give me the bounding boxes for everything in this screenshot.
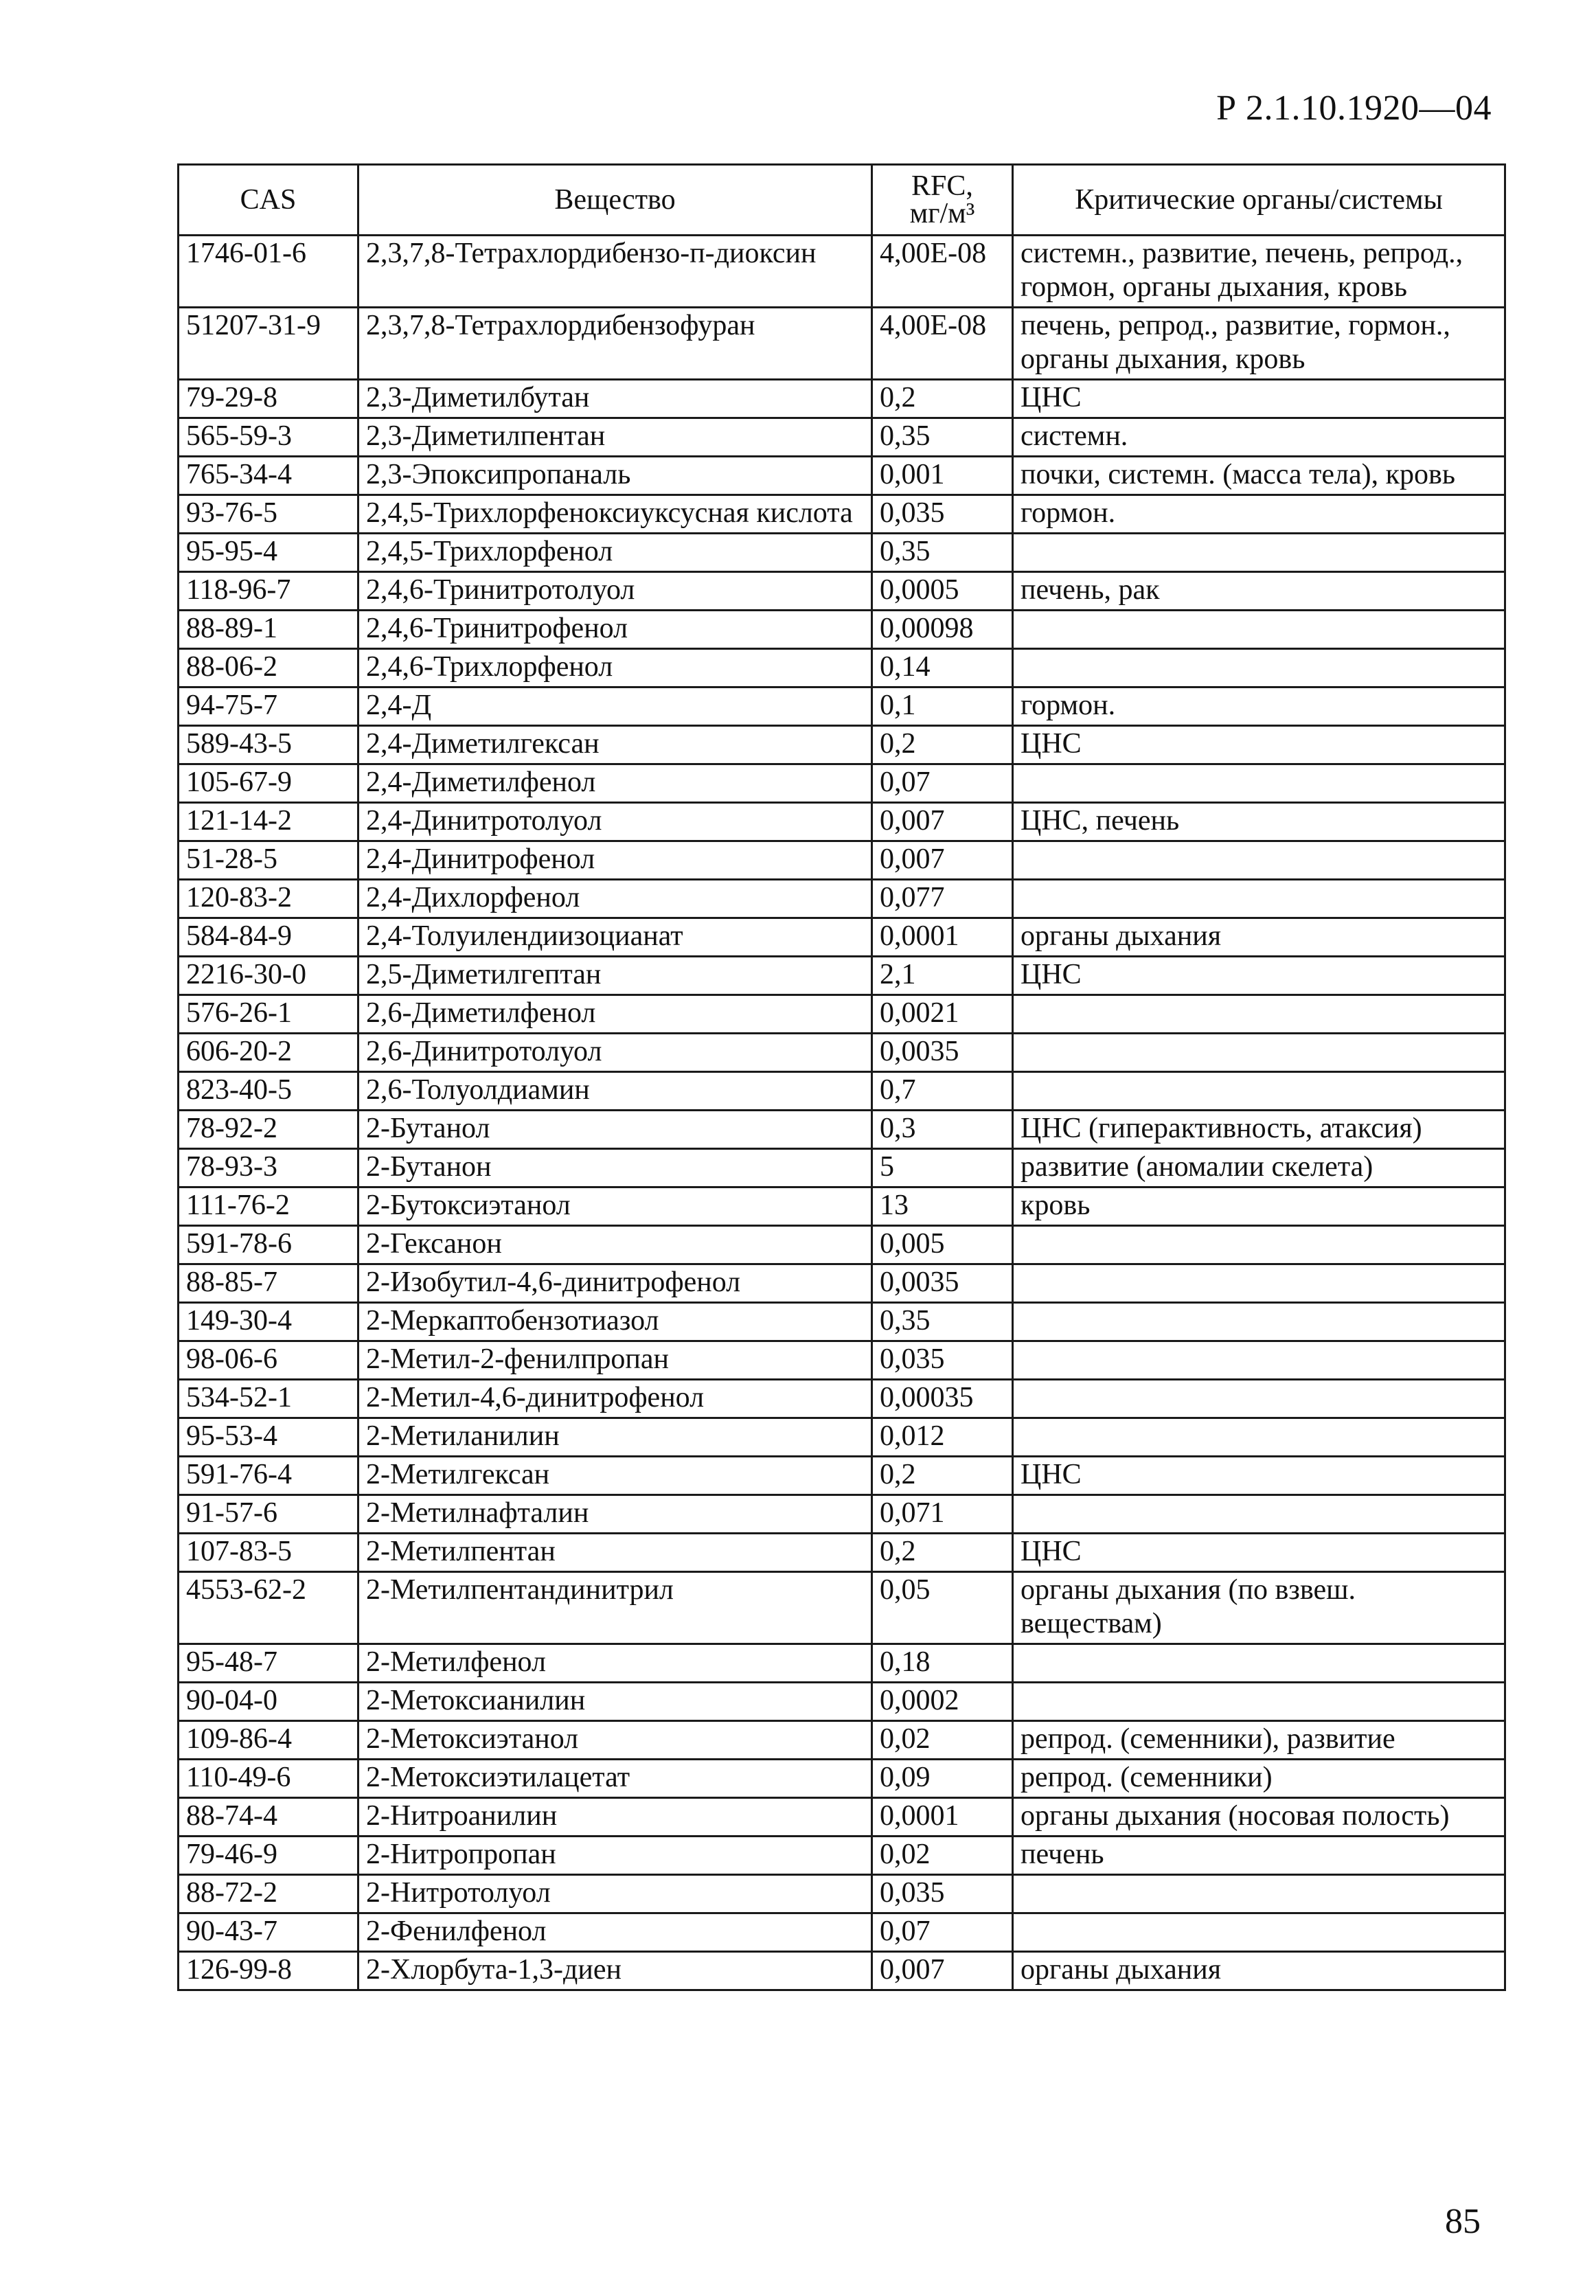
table-row	[179, 236, 1505, 308]
cell-substance: 2-Бутоксиэтанол	[358, 1187, 872, 1226]
cell-substance: 2,4-Динитрофенол	[358, 841, 872, 880]
cell-cas: 606-20-2	[179, 1034, 358, 1072]
cell-cas: 88-06-2	[179, 649, 358, 687]
cell-organs	[1013, 649, 1505, 687]
cell-rfc: 0,05	[872, 1572, 1013, 1644]
cell-organs	[1013, 880, 1505, 918]
cell-cas: 118-96-7	[179, 572, 358, 611]
cell-substance: 2,4-Д	[358, 687, 872, 726]
cell-rfc: 0,09	[872, 1760, 1013, 1798]
cell-substance: 2,6-Диметилфенол	[358, 995, 872, 1034]
cell-substance: 2,6-Толуолдиамин	[358, 1072, 872, 1111]
table-row	[179, 880, 1505, 918]
cell-substance: 2-Фенилфенол	[358, 1913, 872, 1952]
cell-substance: 2-Хлорбута-1,3-диен	[358, 1952, 872, 1990]
header-rfc	[872, 165, 1013, 236]
cell-cas: 111-76-2	[179, 1187, 358, 1226]
cell-rfc: 2,1	[872, 957, 1013, 995]
cell-organs	[1013, 764, 1505, 803]
cell-substance: 2-Нитроанилин	[358, 1798, 872, 1837]
cell-cas: 149-30-4	[179, 1303, 358, 1341]
cell-cas: 565-59-3	[179, 418, 358, 457]
cell-substance: 2,3,7,8-Тетрахлордибензо-п-диоксин	[358, 236, 872, 308]
cell-rfc: 0,02	[872, 1721, 1013, 1760]
cell-organs	[1013, 1034, 1505, 1072]
table-row	[179, 418, 1505, 457]
table-row	[179, 534, 1505, 572]
table-row	[179, 1534, 1505, 1572]
cell-organs: ЦНС (гиперактивность, атаксия)	[1013, 1111, 1505, 1149]
cell-substance: 2-Метил-2-фенилпропан	[358, 1341, 872, 1380]
cell-substance: 2,3-Диметилбутан	[358, 380, 872, 418]
cell-substance: 2-Изобутил-4,6-динитрофенол	[358, 1264, 872, 1303]
table-row	[179, 995, 1505, 1034]
cell-rfc: 0,07	[872, 1913, 1013, 1952]
cell-organs: органы дыхания (носовая полость)	[1013, 1798, 1505, 1837]
cell-cas: 121-14-2	[179, 803, 358, 841]
cell-rfc: 0,7	[872, 1072, 1013, 1111]
table-row	[179, 495, 1505, 534]
table-row	[179, 1721, 1505, 1760]
cell-cas: 98-06-6	[179, 1341, 358, 1380]
cell-cas: 78-92-2	[179, 1111, 358, 1149]
cell-cas: 105-67-9	[179, 764, 358, 803]
cell-cas: 584-84-9	[179, 918, 358, 957]
cell-rfc: 0,14	[872, 649, 1013, 687]
table-row	[179, 308, 1505, 380]
cell-cas: 95-95-4	[179, 534, 358, 572]
cell-cas: 78-93-3	[179, 1149, 358, 1187]
cell-organs: ЦНС, печень	[1013, 803, 1505, 841]
table-row	[179, 649, 1505, 687]
cell-substance: 2-Метилнафталин	[358, 1495, 872, 1534]
table-row	[179, 1111, 1505, 1149]
cell-rfc: 0,035	[872, 1875, 1013, 1913]
cell-cas: 1746-01-6	[179, 236, 358, 308]
table-row	[179, 841, 1505, 880]
cell-rfc: 0,2	[872, 726, 1013, 764]
cell-organs: системн., развитие, печень, репрод., гормон, органы дыхания, кровь	[1013, 236, 1505, 308]
cell-organs: репрод. (семенники), развитие	[1013, 1721, 1505, 1760]
cell-organs: органы дыхания	[1013, 1952, 1505, 1990]
table-row	[179, 1760, 1505, 1798]
table-row	[179, 1798, 1505, 1837]
cell-rfc: 0,2	[872, 1457, 1013, 1495]
cell-substance: 2-Нитротолуол	[358, 1875, 872, 1913]
cell-organs	[1013, 841, 1505, 880]
cell-rfc: 0,007	[872, 841, 1013, 880]
cell-rfc: 4,00E-08	[872, 236, 1013, 308]
cell-organs: системн.	[1013, 418, 1505, 457]
cell-organs: ЦНС	[1013, 957, 1505, 995]
cell-rfc: 0,0001	[872, 1798, 1013, 1837]
cell-organs	[1013, 1495, 1505, 1534]
table-row	[179, 611, 1505, 649]
cell-cas: 589-43-5	[179, 726, 358, 764]
cell-substance: 2-Меркаптобензотиазол	[358, 1303, 872, 1341]
cell-cas: 591-76-4	[179, 1457, 358, 1495]
cell-rfc: 0,0035	[872, 1264, 1013, 1303]
cell-substance: 2-Метилпентан	[358, 1534, 872, 1572]
cell-cas: 91-57-6	[179, 1495, 358, 1534]
table-row	[179, 1226, 1505, 1264]
cell-cas: 79-29-8	[179, 380, 358, 418]
cell-rfc: 0,035	[872, 495, 1013, 534]
cell-organs	[1013, 995, 1505, 1034]
cell-substance: 2,4-Дихлорфенол	[358, 880, 872, 918]
table-row	[179, 1913, 1505, 1952]
cell-rfc: 0,2	[872, 1534, 1013, 1572]
header-cas: CAS	[179, 165, 358, 236]
cell-organs: печень, рак	[1013, 572, 1505, 611]
document-code: Р 2.1.10.1920—04	[1216, 89, 1492, 128]
cell-cas: 95-53-4	[179, 1418, 358, 1457]
cell-organs: печень	[1013, 1837, 1505, 1875]
table-row	[179, 1418, 1505, 1457]
cell-rfc: 13	[872, 1187, 1013, 1226]
cell-rfc: 0,005	[872, 1226, 1013, 1264]
table-row	[179, 1457, 1505, 1495]
table-row	[179, 1034, 1505, 1072]
cell-organs: печень, репрод., развитие, гормон., органы дыхания, кровь	[1013, 308, 1505, 380]
cell-rfc: 0,071	[872, 1495, 1013, 1534]
cell-substance: 2,4-Диметилфенол	[358, 764, 872, 803]
cell-organs	[1013, 1418, 1505, 1457]
cell-organs: ЦНС	[1013, 1534, 1505, 1572]
table-row	[179, 1187, 1505, 1226]
cell-cas: 95-48-7	[179, 1644, 358, 1683]
cell-substance: 2-Гексанон	[358, 1226, 872, 1264]
cell-substance: 2-Метоксиэтилацетат	[358, 1760, 872, 1798]
table-row	[179, 726, 1505, 764]
cell-rfc: 0,07	[872, 764, 1013, 803]
cell-cas: 88-85-7	[179, 1264, 358, 1303]
cell-cas: 88-74-4	[179, 1798, 358, 1837]
cell-substance: 2,3-Диметилпентан	[358, 418, 872, 457]
cell-cas: 93-76-5	[179, 495, 358, 534]
table-row	[179, 957, 1505, 995]
cell-organs	[1013, 534, 1505, 572]
cell-organs: гормон.	[1013, 687, 1505, 726]
table-row	[179, 1952, 1505, 1990]
cell-cas: 823-40-5	[179, 1072, 358, 1111]
cell-organs: развитие (аномалии скелета)	[1013, 1149, 1505, 1187]
page-number: 85	[1445, 2202, 1481, 2241]
cell-organs	[1013, 1875, 1505, 1913]
cell-substance: 2,5-Диметилгептан	[358, 957, 872, 995]
cell-rfc: 0,2	[872, 380, 1013, 418]
table-row	[179, 1644, 1505, 1683]
cell-rfc: 0,1	[872, 687, 1013, 726]
cell-substance: 2,3,7,8-Тетрахлордибензофуран	[358, 308, 872, 380]
header-substance: Вещество	[358, 165, 872, 236]
table-row	[179, 1495, 1505, 1534]
cell-rfc: 5	[872, 1149, 1013, 1187]
cell-rfc: 0,007	[872, 803, 1013, 841]
cell-rfc: 0,3	[872, 1111, 1013, 1149]
cell-substance: 2,4-Толуилендиизоцианат	[358, 918, 872, 957]
cell-organs	[1013, 1303, 1505, 1341]
cell-organs	[1013, 1644, 1505, 1683]
cell-substance: 2-Бутанол	[358, 1111, 872, 1149]
cell-organs	[1013, 1264, 1505, 1303]
cell-substance: 2,6-Динитротолуол	[358, 1034, 872, 1072]
cell-rfc: 0,035	[872, 1341, 1013, 1380]
table-row	[179, 1380, 1505, 1418]
cell-rfc: 0,02	[872, 1837, 1013, 1875]
cell-organs: репрод. (семенники)	[1013, 1760, 1505, 1798]
table-row	[179, 687, 1505, 726]
table-header	[179, 165, 1505, 236]
cell-rfc: 0,007	[872, 1952, 1013, 1990]
cell-rfc: 0,35	[872, 534, 1013, 572]
cell-cas: 94-75-7	[179, 687, 358, 726]
cell-organs: почки, системн. (масса тела), кровь	[1013, 457, 1505, 495]
cell-substance: 2-Метилфенол	[358, 1644, 872, 1683]
cell-cas: 51-28-5	[179, 841, 358, 880]
cell-organs: гормон.	[1013, 495, 1505, 534]
cell-cas: 109-86-4	[179, 1721, 358, 1760]
cell-substance: 2,4,6-Тринитрофенол	[358, 611, 872, 649]
table-row	[179, 1572, 1505, 1644]
table-body	[179, 236, 1505, 1990]
cell-organs	[1013, 611, 1505, 649]
cell-rfc: 0,001	[872, 457, 1013, 495]
cell-organs	[1013, 1913, 1505, 1952]
cell-organs: ЦНС	[1013, 1457, 1505, 1495]
cell-cas: 765-34-4	[179, 457, 358, 495]
cell-substance: 2-Метоксиэтанол	[358, 1721, 872, 1760]
cell-organs	[1013, 1380, 1505, 1418]
cell-organs: ЦНС	[1013, 726, 1505, 764]
cell-substance: 2-Метилгексан	[358, 1457, 872, 1495]
table-row	[179, 1837, 1505, 1875]
cell-rfc: 0,0005	[872, 572, 1013, 611]
cell-rfc: 0,0001	[872, 918, 1013, 957]
cell-substance: 2-Нитропропан	[358, 1837, 872, 1875]
cell-rfc: 0,00098	[872, 611, 1013, 649]
cell-organs	[1013, 1683, 1505, 1721]
table-row	[179, 1072, 1505, 1111]
cell-organs	[1013, 1341, 1505, 1380]
cell-cas: 4553-62-2	[179, 1572, 358, 1644]
cell-substance: 2,3-Эпоксипропаналь	[358, 457, 872, 495]
cell-rfc: 0,18	[872, 1644, 1013, 1683]
cell-substance: 2-Метил-4,6-динитрофенол	[358, 1380, 872, 1418]
cell-substance: 2,4,6-Трихлорфенол	[358, 649, 872, 687]
table-row	[179, 572, 1505, 611]
table-row	[179, 457, 1505, 495]
cell-cas: 107-83-5	[179, 1534, 358, 1572]
cell-rfc: 0,0035	[872, 1034, 1013, 1072]
cell-substance: 2,4,5-Трихлорфенол	[358, 534, 872, 572]
table-row	[179, 764, 1505, 803]
cell-substance: 2-Бутанон	[358, 1149, 872, 1187]
cell-organs	[1013, 1226, 1505, 1264]
cell-rfc: 0,35	[872, 418, 1013, 457]
cell-organs: кровь	[1013, 1187, 1505, 1226]
cell-cas: 591-78-6	[179, 1226, 358, 1264]
table-row	[179, 380, 1505, 418]
cell-substance: 2-Метоксианилин	[358, 1683, 872, 1721]
cell-rfc: 4,00E-08	[872, 308, 1013, 380]
header-organs: Критические органы/системы	[1013, 165, 1505, 236]
table-row	[179, 1341, 1505, 1380]
rfc-table	[177, 163, 1506, 1991]
cell-rfc: 0,012	[872, 1418, 1013, 1457]
cell-cas: 79-46-9	[179, 1837, 358, 1875]
cell-rfc: 0,0021	[872, 995, 1013, 1034]
cell-cas: 126-99-8	[179, 1952, 358, 1990]
table-row	[179, 803, 1505, 841]
cell-organs	[1013, 1072, 1505, 1111]
cell-substance: 2-Метиланилин	[358, 1418, 872, 1457]
table-row	[179, 1264, 1505, 1303]
table-row	[179, 1875, 1505, 1913]
cell-substance: 2,4,5-Трихлорфеноксиуксусная кислота	[358, 495, 872, 534]
cell-organs: органы дыхания	[1013, 918, 1505, 957]
cell-cas: 2216-30-0	[179, 957, 358, 995]
cell-cas: 88-89-1	[179, 611, 358, 649]
cell-cas: 110-49-6	[179, 1760, 358, 1798]
table-row	[179, 1149, 1505, 1187]
cell-cas: 88-72-2	[179, 1875, 358, 1913]
cell-substance: 2,4-Диметилгексан	[358, 726, 872, 764]
cell-cas: 576-26-1	[179, 995, 358, 1034]
cell-organs: органы дыхания (по взвеш. веществам)	[1013, 1572, 1505, 1644]
cell-cas: 120-83-2	[179, 880, 358, 918]
cell-cas: 90-43-7	[179, 1913, 358, 1952]
header-rfc-unit: мг/м³	[909, 198, 975, 229]
table-row	[179, 1683, 1505, 1721]
table-row	[179, 1303, 1505, 1341]
cell-cas: 90-04-0	[179, 1683, 358, 1721]
cell-rfc: 0,35	[872, 1303, 1013, 1341]
cell-cas: 51207-31-9	[179, 308, 358, 380]
cell-rfc: 0,0002	[872, 1683, 1013, 1721]
cell-rfc: 0,00035	[872, 1380, 1013, 1418]
cell-substance: 2,4-Динитротолуол	[358, 803, 872, 841]
header-rfc-label: RFC,	[911, 170, 973, 202]
cell-organs: ЦНС	[1013, 380, 1505, 418]
cell-substance: 2,4,6-Тринитротолуол	[358, 572, 872, 611]
cell-substance: 2-Метилпентандинитрил	[358, 1572, 872, 1644]
cell-rfc: 0,077	[872, 880, 1013, 918]
cell-cas: 534-52-1	[179, 1380, 358, 1418]
table-row	[179, 918, 1505, 957]
